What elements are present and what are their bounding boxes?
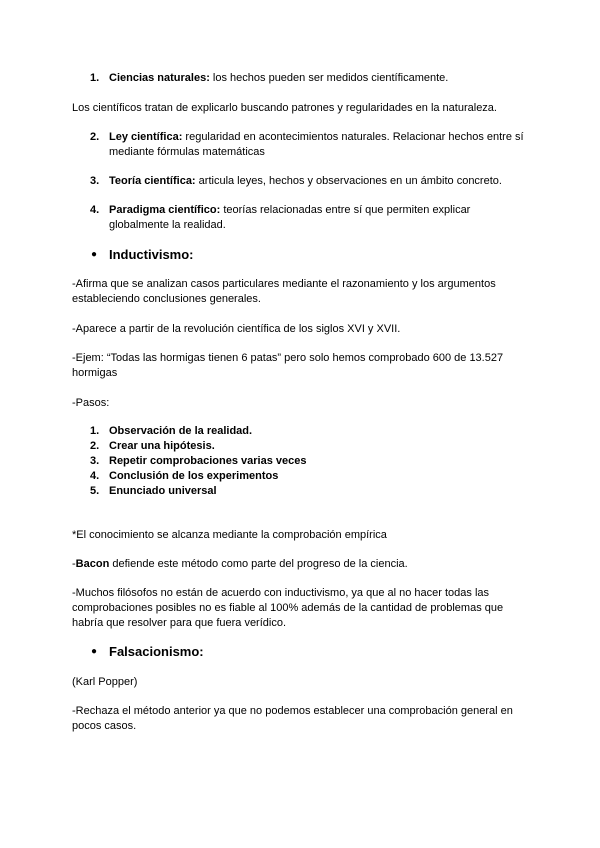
list-item: [90, 439, 306, 454]
steps-list: [90, 424, 306, 499]
paragraph-line: habría que resolver para que fuera verídico.: [72, 617, 287, 629]
list-number: 2.: [90, 131, 100, 143]
list-item: [90, 469, 306, 484]
term: Ciencias naturales:: [109, 72, 210, 84]
bullet-glyph: ●: [91, 646, 98, 657]
paragraph: [72, 586, 503, 631]
author: (Karl Popper): [72, 676, 138, 688]
note: *El conocimiento se alcanza mediante la comprobación empírica: [72, 529, 387, 541]
paragraph: [72, 704, 513, 734]
definition-continued: mediante fórmulas matemáticas: [109, 146, 265, 158]
step-text: Crear una hipótesis.: [109, 440, 215, 452]
list-number: 4.: [90, 470, 100, 482]
term: Teoría científica:: [109, 175, 196, 187]
pasos-label: -Pasos:: [72, 397, 110, 409]
list-number: 5.: [90, 485, 100, 497]
list-item-ley-cientifica: [90, 130, 524, 160]
paragraph-line: hormigas: [72, 367, 118, 379]
list-item-teoria-cientifica: [90, 174, 502, 189]
paragraph: [72, 277, 496, 307]
paragraph-line: -Rechaza el método anterior ya que no podemos establecer una comprobación general en: [72, 705, 513, 717]
bacon-name: Bacon: [75, 558, 110, 570]
bullet-glyph: ●: [91, 249, 98, 260]
list-number: 4.: [90, 204, 100, 216]
paragraph-line: pocos casos.: [72, 720, 137, 732]
paragraph-line: -Muchos filósofos no están de acuerdo con inductivismo, ya que al no hacer todas las: [72, 587, 490, 599]
paragraph-line: estableciendo conclusiones generales.: [72, 293, 261, 305]
list-number: 1.: [90, 72, 100, 84]
definition: teorías relacionadas entre sí que permiten explicar: [220, 204, 471, 216]
list-item-ciencias-naturales: [90, 71, 448, 86]
list-item: [90, 484, 306, 499]
list-number: 3.: [90, 455, 100, 467]
term: Ley científica:: [109, 131, 183, 143]
list-item-paradigma-cientifico: [90, 203, 470, 233]
bacon-text: defiende este método como parte del progreso de la ciencia.: [109, 558, 408, 570]
paragraph-line: -Afirma que se analizan casos particulares mediante el razonamiento y los argumentos: [72, 278, 496, 290]
paragraph-example: [72, 351, 503, 381]
heading-inductivismo: Inductivismo:: [109, 247, 194, 262]
definition: articula leyes, hechos y observaciones en un ámbito concreto.: [195, 175, 502, 187]
definition: regularidad en acontecimientos naturales. Relacionar hechos entre sí: [182, 131, 524, 143]
bullet-icon: [91, 645, 97, 657]
list-item: [90, 424, 306, 439]
heading-falsacionismo: Falsacionismo:: [109, 644, 204, 659]
step-text: Observación de la realidad.: [109, 425, 253, 437]
list-item: [90, 454, 306, 469]
step-text: Conclusión de los experimentos: [109, 470, 279, 482]
paragraph-line: comprobaciones posibles no es fiable al 100% además de la cantidad de problemas que: [72, 602, 504, 614]
paragraph: -Aparece a partir de la revolución científica de los siglos XVI y XVII.: [72, 323, 401, 335]
definition-continued: globalmente la realidad.: [109, 219, 226, 231]
list-number: 2.: [90, 440, 100, 452]
step-text: Enunciado universal: [109, 485, 217, 497]
list-number: 1.: [90, 425, 100, 437]
term: Paradigma científico:: [109, 204, 221, 216]
paragraph-bacon: -Bacon defiende este método como parte del progreso de la ciencia.: [72, 558, 408, 570]
paragraph-line: -Ejem: “Todas las hormigas tienen 6 patas” pero solo hemos comprobado 600 de 13.527: [72, 352, 504, 364]
paragraph: Los científicos tratan de explicarlo buscando patrones y regularidades en la naturaleza.: [72, 102, 497, 114]
step-text: Repetir comprobaciones varias veces: [109, 455, 307, 467]
list-number: 3.: [90, 175, 100, 187]
definition: los hechos pueden ser medidos científicamente.: [209, 72, 449, 84]
bullet-icon: [91, 248, 97, 260]
